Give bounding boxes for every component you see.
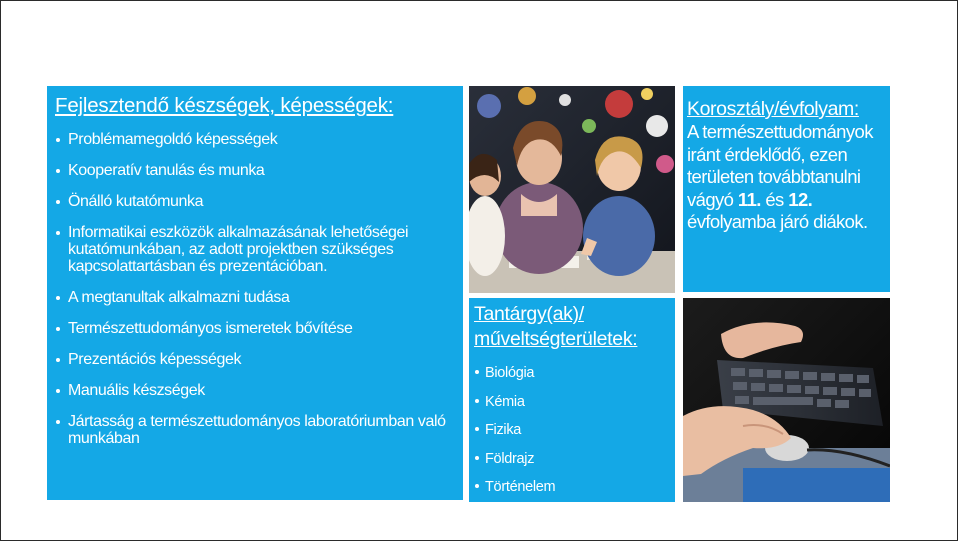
skills-item: Kooperatív tanulás és munka xyxy=(55,162,455,179)
grade-description xyxy=(687,121,886,234)
grade-number: 12. xyxy=(788,188,813,210)
keyboard-photo xyxy=(683,298,890,502)
grade-heading: Korosztály/évfolyam: xyxy=(687,98,859,120)
skills-item: Önálló kutatómunka xyxy=(55,193,455,210)
skills-item: Természettudományos ismeretek bővítése xyxy=(55,320,455,337)
grade-number: 11. xyxy=(737,188,761,210)
skills-item: Informatikai eszközök alkalmazásának lehetőségei kutatómunkában, az adott projektben szükséges kapcsolattartásban és prezentációban. xyxy=(55,224,455,275)
skills-list xyxy=(55,131,455,447)
subjects-heading: Tantárgy(ak)/ műveltségterületek: xyxy=(474,303,638,350)
skills-heading: Fejlesztendő készségek, képességek: xyxy=(55,94,394,117)
grade-text: évfolyamba járó diákok. xyxy=(687,211,868,232)
skills-item: Problémamegoldó képességek xyxy=(55,131,455,148)
skills-item: Jártasság a természettudományos laboratóriumban való munkában xyxy=(55,413,455,447)
skills-item: Prezentációs képességek xyxy=(55,351,455,368)
subject-item: Kémia xyxy=(474,393,669,411)
subject-item: Biológia xyxy=(474,364,669,382)
subject-item: Fizika xyxy=(474,421,669,439)
subject-item: Földrajz xyxy=(474,450,669,468)
skills-item: Manuális készségek xyxy=(55,382,455,399)
subjects-panel xyxy=(469,298,675,502)
grade-panel xyxy=(683,86,890,292)
skills-item: A megtanultak alkalmazni tudása xyxy=(55,289,455,306)
grade-text: és xyxy=(760,188,789,210)
classroom-photo xyxy=(469,86,675,293)
subjects-list xyxy=(474,364,669,496)
subject-item: Történelem xyxy=(474,478,669,496)
skills-panel xyxy=(47,86,463,500)
grade-text: A természettudományok iránt érdeklődő, ezen területen továbbtanulni vágyó xyxy=(687,121,873,210)
